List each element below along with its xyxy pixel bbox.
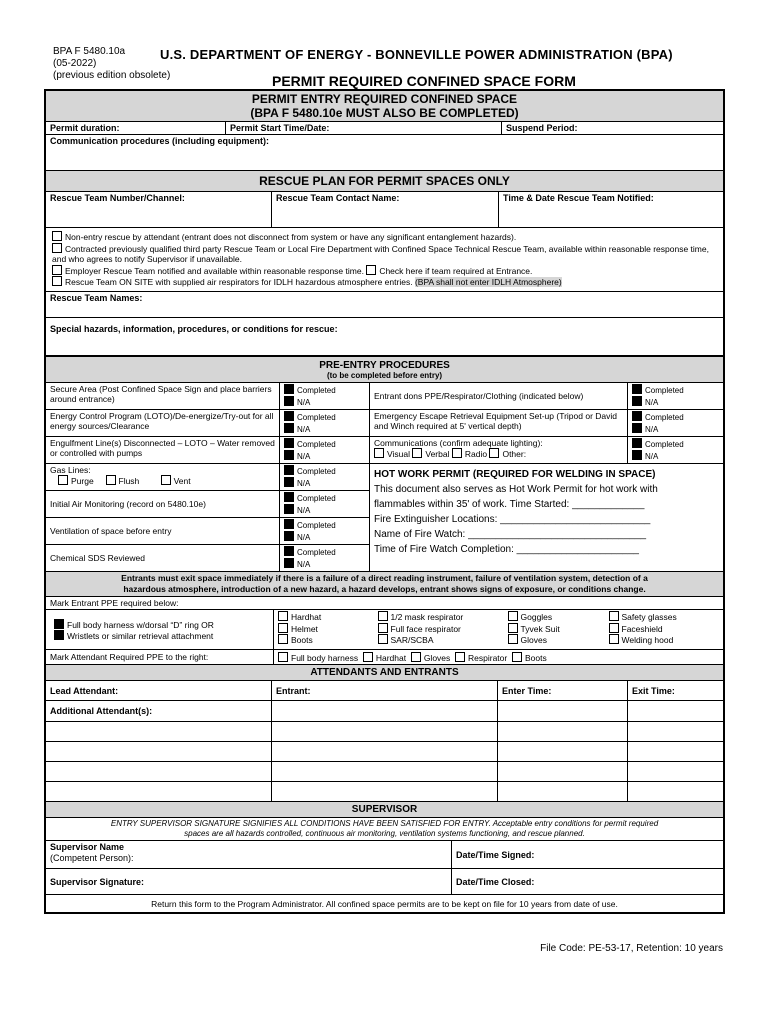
hardhat-label: Hardhat <box>291 612 322 622</box>
sds-item: Chemical SDS Reviewed <box>46 544 280 571</box>
loto-na-checkbox[interactable] <box>284 423 294 433</box>
safety-glasses-label: Safety glasses <box>621 612 677 622</box>
additional-attendants-label: Additional Attendant(s): <box>46 701 272 722</box>
visual-label: Visual <box>387 448 410 459</box>
attendant-harness-checkbox[interactable] <box>278 652 288 662</box>
attendant-ppe-options <box>274 650 724 665</box>
air-na-checkbox[interactable] <box>284 504 294 514</box>
mark-attendant-ppe-label: Mark Attendant Required PPE to the right: <box>46 650 274 665</box>
ventilation-completed-checkbox[interactable] <box>284 519 294 529</box>
other-label: Other: <box>502 448 527 459</box>
hardhat-checkbox[interactable] <box>278 611 288 621</box>
permit-heading-line2: (BPA F 5480.10e MUST ALSO BE COMPLETED) <box>250 106 519 120</box>
radio-label: Radio <box>464 448 488 459</box>
attendants-heading: ATTENDANTS AND ENTRANTS <box>46 665 724 681</box>
na-label: N/A <box>297 451 311 461</box>
pre-entry-section <box>45 356 724 597</box>
initial-air-status <box>280 490 370 517</box>
ventilation-status <box>280 517 370 544</box>
attendant-gloves-checkbox[interactable] <box>411 652 421 662</box>
communications-item <box>370 436 628 463</box>
exit-warning-line1: Entrants must exit space immediately if there is a failure of a direct reading instrument, failure of ventilation system, detection of a <box>121 572 648 583</box>
permit-section <box>45 90 724 171</box>
sds-na-checkbox[interactable] <box>284 558 294 568</box>
harness-options <box>46 610 274 650</box>
attendant-boots-label: Boots <box>524 652 547 663</box>
fire-extinguisher-field[interactable]: Fire Extinguisher Locations: ___________________________ <box>374 513 651 525</box>
faceshield-checkbox[interactable] <box>609 623 619 633</box>
helmet-label: Helmet <box>291 623 318 634</box>
attendant-cell[interactable] <box>46 762 272 782</box>
rescue-team-number-field[interactable]: Rescue Team Number/Channel: <box>46 192 272 228</box>
idlh-note: (BPA shall not enter IDLH Atmosphere) <box>414 277 562 287</box>
hot-work-permit <box>370 463 724 571</box>
permit-heading-line1: PERMIT ENTRY REQUIRED CONFINED SPACE <box>251 92 518 106</box>
rescue-option-1-checkbox[interactable] <box>52 231 62 241</box>
hot-work-line-1: This document also serves as Hot Work Permit for hot work with <box>374 483 658 495</box>
gas-lines-label: Gas Lines: <box>50 464 91 475</box>
enter-time-cell[interactable] <box>498 762 628 782</box>
gas-lines-status <box>280 463 370 490</box>
sds-status <box>280 544 370 571</box>
ppe-na-checkbox[interactable] <box>632 396 642 406</box>
hot-work-title: HOT WORK PERMIT (REQUIRED FOR WELDING IN SPACE) <box>374 468 656 480</box>
enter-time-cell[interactable] <box>498 722 628 742</box>
engulfment-na-checkbox[interactable] <box>284 450 294 460</box>
na-label: N/A <box>297 505 311 515</box>
radio-checkbox[interactable] <box>452 448 462 458</box>
purge-checkbox[interactable] <box>58 475 68 485</box>
attendant-respirator-label: Respirator <box>468 652 508 663</box>
helmet-checkbox[interactable] <box>278 623 288 633</box>
communications-status <box>628 436 724 463</box>
exit-warning <box>46 571 724 596</box>
goggles-checkbox[interactable] <box>508 611 518 621</box>
harness-checkbox[interactable] <box>54 619 64 629</box>
supervisor-name-field[interactable] <box>46 841 452 869</box>
gas-lines-item <box>46 463 280 490</box>
rescue-option-1 <box>52 231 717 243</box>
ventilation-item: Ventilation of space before entry <box>46 517 280 544</box>
gas-completed-checkbox[interactable] <box>284 465 294 475</box>
initial-air-item: Initial Air Monitoring (record on 5480.10e) <box>46 490 280 517</box>
attendant-cell[interactable] <box>46 742 272 762</box>
supervisor-note-line1: ENTRY SUPERVISOR SIGNATURE SIGNIFIES ALL CONDITIONS HAVE BEEN SATISFIED FOR ENTRY. Acceptable entry conditions for permit required <box>110 819 659 828</box>
lead-attendant-field[interactable]: Lead Attendant: <box>46 681 272 701</box>
rescue-option-4 <box>52 276 717 288</box>
escape-item: Emergency Escape Retrieval Equipment Set-up (Tripod or David and Winch required at 5' vertical depth) <box>370 409 628 436</box>
permit-form <box>44 89 725 914</box>
attendant-gloves-label: Gloves <box>423 652 451 663</box>
goggles-label: Goggles <box>520 612 553 622</box>
supervisor-section <box>45 802 724 913</box>
loto-status <box>280 409 370 436</box>
communications-label: Communications (confirm adequate lighting): <box>374 437 543 448</box>
hot-work-time-started-field[interactable]: flammables within 35' of work. Time Started: _____________ <box>374 498 645 510</box>
sds-completed-checkbox[interactable] <box>284 546 294 556</box>
ppe-column-3 <box>504 610 605 650</box>
fire-watch-completion-field[interactable]: Time of Fire Watch Completion: ______________________ <box>374 543 639 555</box>
entrant-cell[interactable] <box>272 742 498 762</box>
boots-checkbox[interactable] <box>278 634 288 644</box>
gas-na-checkbox[interactable] <box>284 477 294 487</box>
secure-area-item: Secure Area (Post Confined Space Sign and place barriers around entrance) <box>46 382 280 409</box>
agency-title: U.S. DEPARTMENT OF ENERGY - BONNEVILLE POWER ADMINISTRATION (BPA) <box>160 47 673 62</box>
pre-entry-title: PRE-ENTRY PROCEDURES <box>319 359 450 371</box>
entrant-cell[interactable] <box>272 722 498 742</box>
exit-time-header: Exit Time: <box>628 681 724 701</box>
completed-label: Completed <box>297 385 336 395</box>
communication-procedures-field[interactable]: Communication procedures (including equipment): <box>46 135 724 171</box>
secure-area-status <box>280 382 370 409</box>
na-label: N/A <box>297 424 311 434</box>
permit-heading <box>46 91 724 122</box>
completed-label: Completed <box>297 520 336 530</box>
escape-status <box>628 409 724 436</box>
na-label: N/A <box>645 451 659 461</box>
attendant-harness-label: Full body harness <box>291 652 359 663</box>
permit-duration-field[interactable]: Permit duration: <box>46 122 226 135</box>
boots-label: Boots <box>291 635 313 645</box>
escape-na-checkbox[interactable] <box>632 423 642 433</box>
na-label: N/A <box>297 397 311 407</box>
half-mask-checkbox[interactable] <box>378 611 388 621</box>
air-completed-checkbox[interactable] <box>284 492 294 502</box>
file-code: File Code: PE-53-17, Retention: 10 years <box>540 943 723 954</box>
exit-time-cell[interactable] <box>628 762 724 782</box>
mark-entrant-ppe-label: Mark Entrant PPE required below: <box>46 597 724 610</box>
enter-time-header: Enter Time: <box>498 681 628 701</box>
half-mask-label: 1/2 mask respirator <box>390 612 464 622</box>
rescue-team-names-field[interactable]: Rescue Team Names: <box>46 291 724 317</box>
form-number: BPA F 5480.10a <box>53 46 126 57</box>
na-label: N/A <box>297 478 311 488</box>
gloves-checkbox[interactable] <box>508 634 518 644</box>
supervisor-note <box>46 818 724 841</box>
completed-label: Completed <box>297 547 336 557</box>
permit-start-field[interactable]: Permit Start Time/Date: <box>226 122 502 135</box>
visual-checkbox[interactable] <box>374 448 384 458</box>
tyvek-checkbox[interactable] <box>508 623 518 633</box>
ppe-section <box>45 597 724 666</box>
flush-checkbox[interactable] <box>106 475 116 485</box>
team-at-entrance-label: Check here if team required at Entrance. <box>379 265 533 276</box>
form-revision: (05-2022) <box>53 58 97 69</box>
attendant-cell[interactable] <box>46 722 272 742</box>
rescue-option-3-label: Employer Rescue Team notified and available within reasonable response time. <box>65 265 364 276</box>
form-obsolete-note: (previous edition obsolete) <box>53 70 171 81</box>
entrant-cell[interactable] <box>272 701 498 722</box>
ppe-completed-checkbox[interactable] <box>632 384 642 394</box>
flush-label: Flush <box>118 475 140 486</box>
communications-options <box>374 448 623 459</box>
supervisor-signature-field[interactable]: Supervisor Signature: <box>46 869 452 895</box>
wristlets-checkbox[interactable] <box>54 630 64 640</box>
loto-item: Energy Control Program (LOTO)/De-energize/Try-out for all energy sources/Clearance <box>46 409 280 436</box>
welding-hood-label: Welding hood <box>621 635 674 645</box>
na-label: N/A <box>645 397 659 407</box>
purge-label: Purge <box>71 475 94 486</box>
sar-checkbox[interactable] <box>378 634 388 644</box>
enter-time-cell[interactable] <box>498 742 628 762</box>
return-instructions: Return this form to the Program Administrator. All confined space permits are to be kept on file for 10 years from date of use. <box>46 895 724 913</box>
entrant-cell[interactable] <box>272 762 498 782</box>
na-label: N/A <box>297 532 311 542</box>
rescue-options <box>46 228 724 292</box>
comms-na-checkbox[interactable] <box>632 450 642 460</box>
exit-time-cell[interactable] <box>628 701 724 722</box>
vent-label: Vent <box>173 475 191 486</box>
exit-time-cell[interactable] <box>628 722 724 742</box>
attendant-respirator-checkbox[interactable] <box>455 652 465 662</box>
secure-na-checkbox[interactable] <box>284 396 294 406</box>
full-face-checkbox[interactable] <box>378 623 388 633</box>
entrant-cell[interactable] <box>272 782 498 802</box>
enter-time-cell[interactable] <box>498 782 628 802</box>
entrant-header: Entrant: <box>272 681 498 701</box>
tyvek-label: Tyvek Suit <box>520 623 560 634</box>
pre-entry-subtitle: (to be completed before entry) <box>326 370 443 380</box>
team-at-entrance-checkbox[interactable] <box>366 265 376 275</box>
form-title: PERMIT REQUIRED CONFINED SPACE FORM <box>272 73 576 89</box>
loto-completed-checkbox[interactable] <box>284 411 294 421</box>
completed-label: Completed <box>645 412 684 422</box>
na-label: N/A <box>297 559 311 569</box>
suspend-period-field[interactable]: Suspend Period: <box>502 122 724 135</box>
verbal-checkbox[interactable] <box>412 448 422 458</box>
faceshield-label: Faceshield <box>621 623 663 634</box>
rescue-section <box>45 171 724 356</box>
date-closed-field[interactable]: Date/Time Closed: <box>452 869 724 895</box>
date-signed-field[interactable]: Date/Time Signed: <box>452 841 724 869</box>
rescue-option-2 <box>52 243 717 265</box>
exit-time-cell[interactable] <box>628 782 724 802</box>
rescue-option-2-label: Contracted previously qualified third party Rescue Team or Local Fire Department with Confined Space Technical Rescue Team, available within reasonable response time, and who agrees to notify Supervisor if unavailable. <box>52 243 709 264</box>
ppe-column-4 <box>605 610 724 650</box>
comms-completed-checkbox[interactable] <box>632 438 642 448</box>
secure-completed-checkbox[interactable] <box>284 384 294 394</box>
attendant-cell[interactable] <box>46 782 272 802</box>
rescue-team-contact-field[interactable]: Rescue Team Contact Name: <box>272 192 499 228</box>
engulfment-status <box>280 436 370 463</box>
supervisor-name-label: Supervisor Name <box>50 842 125 852</box>
supervisor-note-line2: spaces are all hazards controlled, continuous air monitoring, ventilation systems functioning, and rescue planned. <box>184 829 585 838</box>
exit-warning-line2: hazardous atmosphere, introduction of a new hazard, a hazard develops, entrant shows signs of exposure, or conditions change. <box>123 583 646 594</box>
engulfment-item: Engulfment Line(s) Disconnected – LOTO – Water removed or controlled with pumps <box>46 436 280 463</box>
attendant-hardhat-checkbox[interactable] <box>363 652 373 662</box>
rescue-option-4-label: Rescue Team ON SITE with supplied air respirators for IDLH hazardous atmosphere entries. <box>65 277 413 287</box>
escape-completed-checkbox[interactable] <box>632 411 642 421</box>
rescue-option-3 <box>52 265 717 277</box>
gas-lines-options <box>50 475 275 486</box>
completed-label: Completed <box>297 412 336 422</box>
gloves-label: Gloves <box>520 635 547 645</box>
verbal-label: Verbal <box>425 448 450 459</box>
competent-person-label: (Competent Person): <box>50 853 134 863</box>
rescue-option-1-label: Non-entry rescue by attendant (entrant does not disconnect from system or have any significant entanglement hazards). <box>65 232 517 242</box>
completed-label: Completed <box>297 439 336 449</box>
attendants-section <box>45 665 724 802</box>
wristlets-label: Wristlets or similar retrieval attachment <box>67 630 214 641</box>
completed-label: Completed <box>645 385 684 395</box>
completed-label: Completed <box>297 466 336 476</box>
full-face-label: Full face respirator <box>390 623 461 634</box>
attendant-boots-checkbox[interactable] <box>512 652 522 662</box>
safety-glasses-checkbox[interactable] <box>609 611 619 621</box>
completed-label: Completed <box>645 439 684 449</box>
ppe-status <box>628 382 724 409</box>
rescue-option-4-checkbox[interactable] <box>52 276 62 286</box>
other-checkbox[interactable] <box>489 448 499 458</box>
rescue-option-2-checkbox[interactable] <box>52 243 62 253</box>
enter-time-cell[interactable] <box>498 701 628 722</box>
pre-entry-heading <box>46 356 724 382</box>
na-label: N/A <box>645 424 659 434</box>
fire-watch-name-field[interactable]: Name of Fire Watch: ________________________________ <box>374 528 647 540</box>
completed-label: Completed <box>297 493 336 503</box>
form-id-block <box>53 46 170 82</box>
supervisor-heading: SUPERVISOR <box>46 802 724 818</box>
ppe-column-1 <box>274 610 374 650</box>
vent-checkbox[interactable] <box>161 475 171 485</box>
special-hazards-field[interactable]: Special hazards, information, procedures, or conditions for rescue: <box>46 317 724 355</box>
ppe-column-2 <box>374 610 504 650</box>
sar-label: SAR/SCBA <box>390 635 434 645</box>
rescue-heading: RESCUE PLAN FOR PERMIT SPACES ONLY <box>46 171 724 192</box>
ppe-item: Entrant dons PPE/Respirator/Clothing (indicated below) <box>370 382 628 409</box>
engulfment-completed-checkbox[interactable] <box>284 438 294 448</box>
ventilation-na-checkbox[interactable] <box>284 531 294 541</box>
attendant-hardhat-label: Hardhat <box>375 652 407 663</box>
exit-time-cell[interactable] <box>628 742 724 762</box>
harness-label: Full body harness w/dorsal “D” ring OR <box>67 619 214 630</box>
rescue-time-notified-field[interactable]: Time & Date Rescue Team Notified: <box>499 192 724 228</box>
welding-hood-checkbox[interactable] <box>609 634 619 644</box>
rescue-option-3-checkbox[interactable] <box>52 265 62 275</box>
